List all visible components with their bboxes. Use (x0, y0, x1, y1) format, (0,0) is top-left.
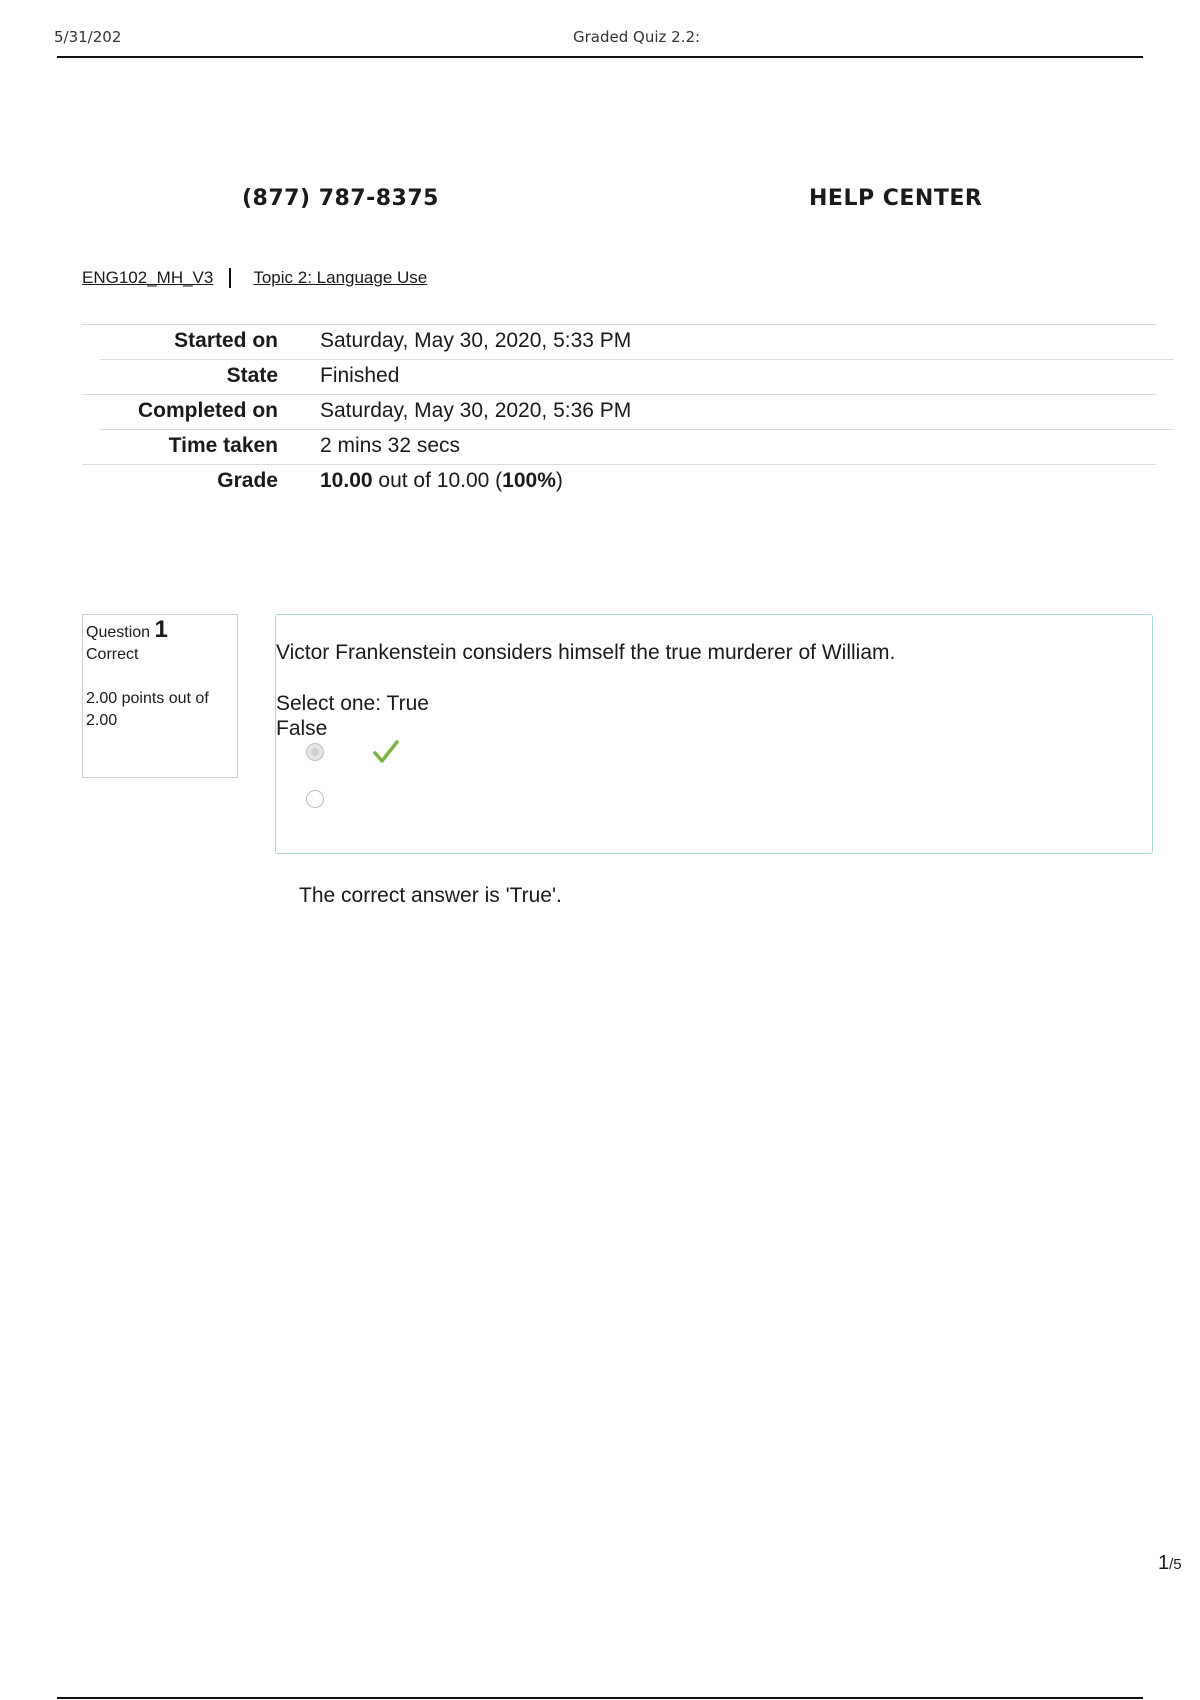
summary-row-started (82, 324, 1156, 359)
completed-label: Completed on (138, 399, 278, 422)
question-status: Correct (86, 646, 139, 663)
checkmark-icon (372, 739, 400, 765)
grade-score: 10.00 (320, 469, 373, 492)
footer-divider (57, 1697, 1143, 1699)
page-number (1158, 1552, 1182, 1575)
breadcrumb (82, 268, 427, 288)
completed-value: Saturday, May 30, 2020, 5:36 PM (320, 399, 632, 422)
summary-row-state (100, 359, 1174, 394)
help-center-link[interactable]: HELP CENTER (809, 186, 983, 211)
question-info-panel (82, 614, 238, 778)
page-current: 1 (1158, 1552, 1170, 1574)
summary-row-time (100, 429, 1174, 464)
attempt-summary-table (82, 324, 1156, 499)
option-false-label: False (276, 717, 328, 740)
state-value: Finished (320, 364, 400, 387)
time-taken-label: Time taken (168, 434, 278, 457)
summary-row-grade (82, 464, 1156, 499)
question-label: Question (86, 624, 151, 641)
header-divider (57, 56, 1143, 58)
state-label: State (226, 364, 278, 387)
select-one-true-label: Select one: True (276, 692, 429, 715)
grade-label: Grade (217, 469, 278, 492)
started-label: Started on (174, 329, 278, 352)
correct-answer-feedback: The correct answer is 'True'. (299, 884, 562, 907)
question-number: 1 (154, 616, 168, 643)
grade-out-of: out of 10.00 ( (372, 469, 503, 492)
breadcrumb-separator (229, 268, 231, 288)
breadcrumb-topic-link[interactable]: Topic 2: Language Use (253, 268, 428, 287)
phone-number[interactable]: (877) 787-8375 (242, 186, 439, 211)
started-value: Saturday, May 30, 2020, 5:33 PM (320, 329, 632, 352)
radio-true[interactable] (306, 743, 324, 761)
question-content-box (275, 614, 1153, 854)
radio-false[interactable] (306, 790, 324, 808)
breadcrumb-course-link[interactable]: ENG102_MH_V3 (82, 268, 214, 287)
page-total: /5 (1169, 1556, 1182, 1573)
print-title: Graded Quiz 2.2: (573, 28, 701, 46)
grade-value (320, 469, 563, 493)
question-points: 2.00 points out of 2.00 (86, 690, 209, 729)
grade-close: ) (555, 469, 563, 492)
grade-percent: 100% (502, 469, 556, 492)
print-date: 5/31/202 (54, 28, 122, 46)
question-text: Victor Frankenstein considers himself the true murderer of William. (276, 641, 896, 664)
time-taken-value: 2 mins 32 secs (320, 434, 461, 457)
question-heading (86, 616, 234, 644)
summary-row-completed (82, 394, 1156, 429)
